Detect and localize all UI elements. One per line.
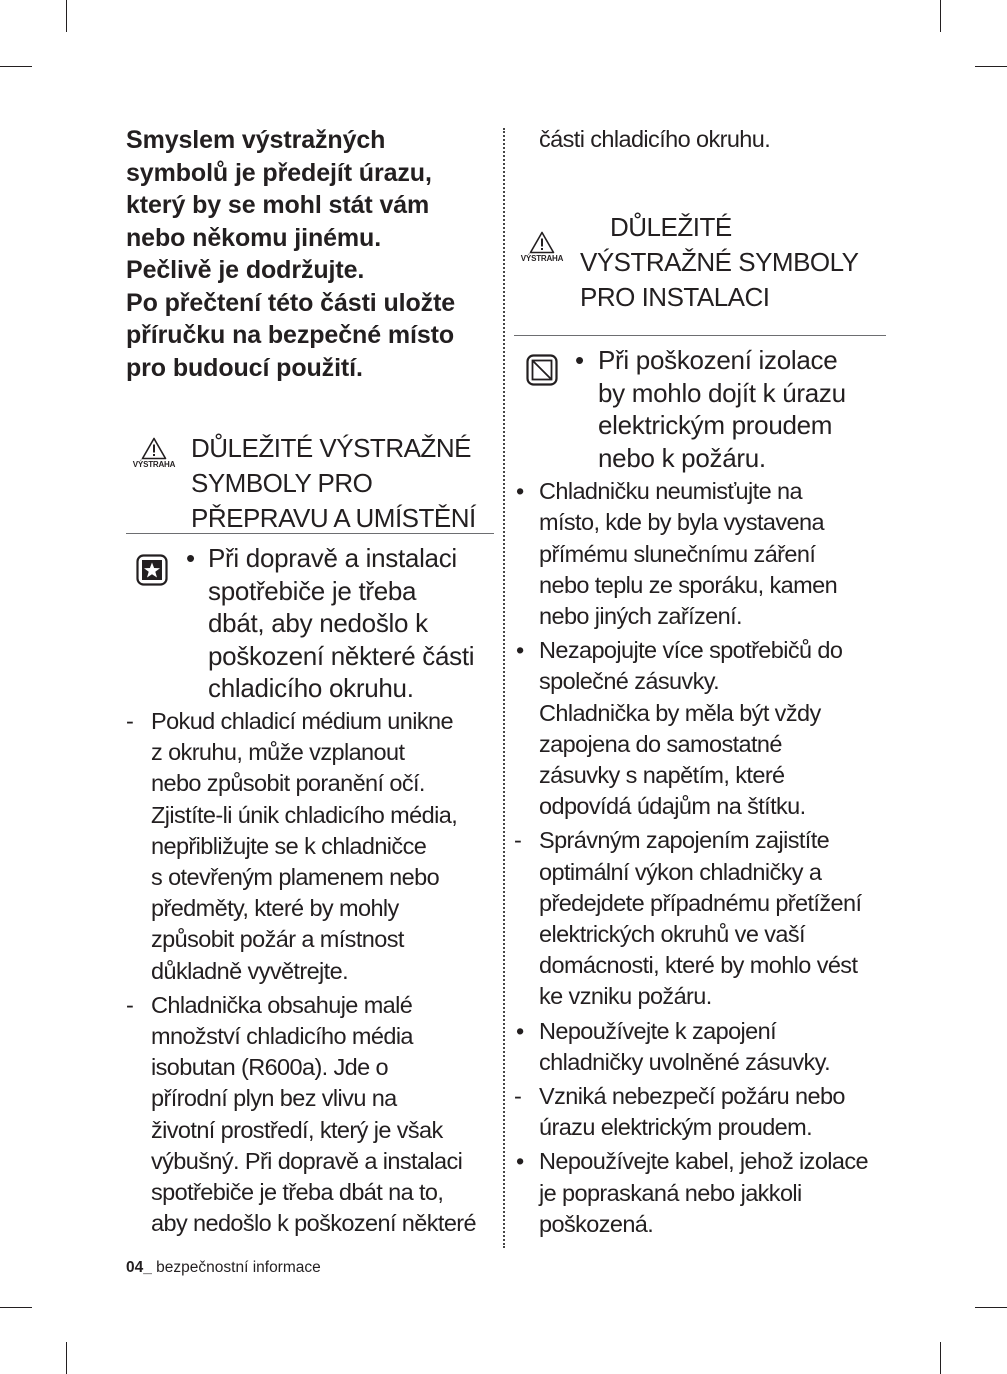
item-line: poškozená. bbox=[539, 1210, 654, 1237]
intro-line: symbolů je předejít úrazu, bbox=[126, 158, 432, 187]
item-line: Pokud chladicí médium unikne bbox=[151, 708, 453, 734]
item-line: Zjistíte-li únik chladicího média, bbox=[151, 801, 458, 828]
crop-mark bbox=[0, 66, 32, 67]
crop-mark bbox=[975, 1307, 1007, 1308]
item-line: Nepoužívejte kabel, jehož izolace bbox=[539, 1148, 868, 1175]
crop-mark bbox=[975, 66, 1007, 67]
section-title bbox=[191, 431, 494, 536]
warning-word: VÝSTRAHA bbox=[520, 254, 564, 264]
title-line: SYMBOLY PRO bbox=[191, 468, 373, 498]
warning-triangle-icon bbox=[529, 231, 555, 254]
item-line: přírodní plyn bez vlivu na bbox=[151, 1085, 397, 1112]
item-line: Chladnička obsahuje malé bbox=[151, 991, 413, 1018]
bullet-marker: • bbox=[575, 345, 584, 376]
item-line: Nezapojujte více spotřebičů do bbox=[539, 637, 843, 664]
main-line: nebo k požáru. bbox=[598, 442, 766, 473]
item-line: množství chladicího média bbox=[151, 1023, 413, 1050]
item-line: chladničky uvolněné zásuvky. bbox=[539, 1048, 831, 1075]
star-in-box-icon bbox=[136, 554, 168, 586]
item-line: s otevřeným plamenem nebo bbox=[151, 864, 440, 891]
title-line: DŮLEŽITÉ VÝSTRAŽNÉ bbox=[191, 433, 471, 463]
list-marker: - bbox=[126, 991, 134, 1018]
list-marker: - bbox=[514, 827, 522, 854]
item-line: nebo způsobit poranění očí. bbox=[151, 770, 425, 797]
list-item bbox=[514, 825, 886, 1012]
item-line: elektrických okruhů ve vaší bbox=[539, 921, 805, 948]
list-item bbox=[514, 1016, 886, 1078]
item-line: optimální výkon chladničky a bbox=[539, 858, 822, 885]
continuation-line: části chladicího okruhu. bbox=[539, 126, 771, 152]
item-line: přímému slunečnímu záření bbox=[539, 540, 816, 567]
intro-text bbox=[126, 124, 494, 384]
list-marker: • bbox=[516, 637, 524, 664]
main-line: dbát, aby nedošlo k bbox=[208, 608, 428, 638]
warning-triangle-icon bbox=[141, 437, 167, 460]
list-item bbox=[514, 476, 886, 632]
prohibited-box-icon bbox=[526, 354, 558, 386]
title-line: PRO INSTALACI bbox=[580, 282, 770, 313]
item-line: domácnosti, které by mohlo vést bbox=[539, 952, 858, 979]
warning-symbol bbox=[126, 437, 182, 469]
crop-mark bbox=[940, 1342, 941, 1374]
crop-mark bbox=[940, 0, 941, 32]
title-line: PŘEPRAVU A UMÍSTĚNÍ bbox=[191, 503, 476, 533]
item-line: nepřibližujte se k chladničce bbox=[151, 832, 427, 859]
item-line: společné zásuvky. bbox=[539, 668, 720, 695]
item-line: Chladnička by měla být vždy bbox=[539, 699, 821, 726]
warning-symbol bbox=[514, 231, 570, 263]
right-list bbox=[514, 476, 886, 1240]
item-line: odpovídá údajům na štítku. bbox=[539, 793, 806, 820]
main-line: by mohlo dojít k úrazu bbox=[598, 377, 846, 408]
list-item bbox=[514, 635, 886, 822]
column-divider bbox=[503, 128, 505, 1248]
item-line: způsobit požár a místnost bbox=[151, 926, 404, 953]
item-line: životní prostředí, který je však bbox=[151, 1116, 443, 1143]
intro-line: Smyslem výstražných bbox=[126, 126, 386, 154]
item-line: ke vzniku požáru. bbox=[539, 983, 712, 1010]
item-line: je popraskaná nebo jakkoli bbox=[539, 1179, 802, 1206]
section-heading-installation bbox=[514, 211, 886, 336]
list-marker: - bbox=[514, 1083, 522, 1110]
item-line: předejdete případnému přetížení bbox=[539, 889, 862, 916]
item-line: Chladničku neumisťujte na bbox=[539, 478, 802, 505]
title-line: VÝSTRAŽNÉ SYMBOLY bbox=[580, 247, 859, 278]
intro-line: Po přečtení této části uložte bbox=[126, 288, 456, 317]
item-line: isobutan (R600a). Jde o bbox=[151, 1054, 389, 1081]
list-marker: • bbox=[516, 1148, 524, 1175]
list-item bbox=[126, 706, 494, 987]
list-marker: • bbox=[516, 478, 524, 505]
bullet-marker: • bbox=[186, 543, 195, 573]
left-list bbox=[126, 706, 494, 1239]
main-warning-item bbox=[514, 344, 886, 474]
item-line: nebo teplu ze sporáku, kamen bbox=[539, 571, 838, 598]
list-item bbox=[514, 1081, 886, 1143]
item-line: zásuvky s napětím, které bbox=[539, 762, 785, 789]
continuation-text bbox=[514, 124, 886, 155]
list-marker: - bbox=[126, 708, 134, 734]
section-heading-transport bbox=[126, 433, 494, 534]
intro-line: který by se mohl stát vám bbox=[126, 191, 430, 219]
right-column bbox=[514, 124, 886, 1240]
section-title bbox=[580, 210, 886, 315]
list-item bbox=[514, 1146, 886, 1240]
page-footer bbox=[126, 1259, 321, 1277]
item-line: spotřebiče je třeba dbát na to, bbox=[151, 1179, 444, 1206]
item-line: Správným zapojením zajistíte bbox=[539, 827, 830, 854]
item-line: z okruhu, může vzplanout bbox=[151, 739, 405, 766]
left-column bbox=[126, 124, 494, 1239]
item-line: zapojena do samostatné bbox=[539, 730, 782, 757]
item-line: Nepoužívejte k zapojení bbox=[539, 1017, 777, 1044]
intro-line: pro budoucí použití. bbox=[126, 353, 363, 382]
main-line: poškození některé části bbox=[208, 640, 475, 671]
item-line: předměty, které by mohly bbox=[151, 895, 399, 922]
main-line: elektrickým proudem bbox=[598, 410, 833, 441]
main-line: chladicího okruhu. bbox=[208, 673, 414, 703]
title-line: DŮLEŽITÉ bbox=[610, 212, 732, 243]
item-line: Vzniká nebezpečí požáru nebo bbox=[539, 1083, 845, 1110]
item-line: aby nedošlo k poškození některé bbox=[151, 1210, 476, 1237]
crop-mark bbox=[66, 1342, 67, 1374]
item-line: důkladně vyvětrejte. bbox=[151, 957, 349, 984]
crop-mark bbox=[66, 0, 67, 32]
item-line: nebo jiných zařízení. bbox=[539, 603, 742, 630]
main-line: spotřebiče je třeba bbox=[208, 575, 417, 606]
item-line: místo, kde by byla vystavena bbox=[539, 509, 824, 536]
intro-line: příručku na bezpečné místo bbox=[126, 321, 455, 349]
item-line: výbušný. Při dopravě a instalaci bbox=[151, 1147, 463, 1174]
intro-line: nebo někomu jinému. bbox=[126, 223, 382, 252]
item-line: úrazu elektrickým proudem. bbox=[539, 1114, 813, 1141]
crop-mark bbox=[0, 1307, 32, 1308]
intro-line: Pečlivě je dodržujte. bbox=[126, 256, 365, 284]
warning-word: VÝSTRAHA bbox=[132, 460, 176, 469]
page-number: 04_ bbox=[126, 1259, 152, 1276]
main-line: Při dopravě a instalaci bbox=[208, 543, 457, 573]
main-warning-item bbox=[126, 542, 494, 706]
list-item bbox=[126, 990, 494, 1240]
list-marker: • bbox=[516, 1017, 524, 1044]
main-line: Při poškození izolace bbox=[598, 345, 838, 376]
footer-section-title: bezpečnostní informace bbox=[151, 1259, 321, 1276]
